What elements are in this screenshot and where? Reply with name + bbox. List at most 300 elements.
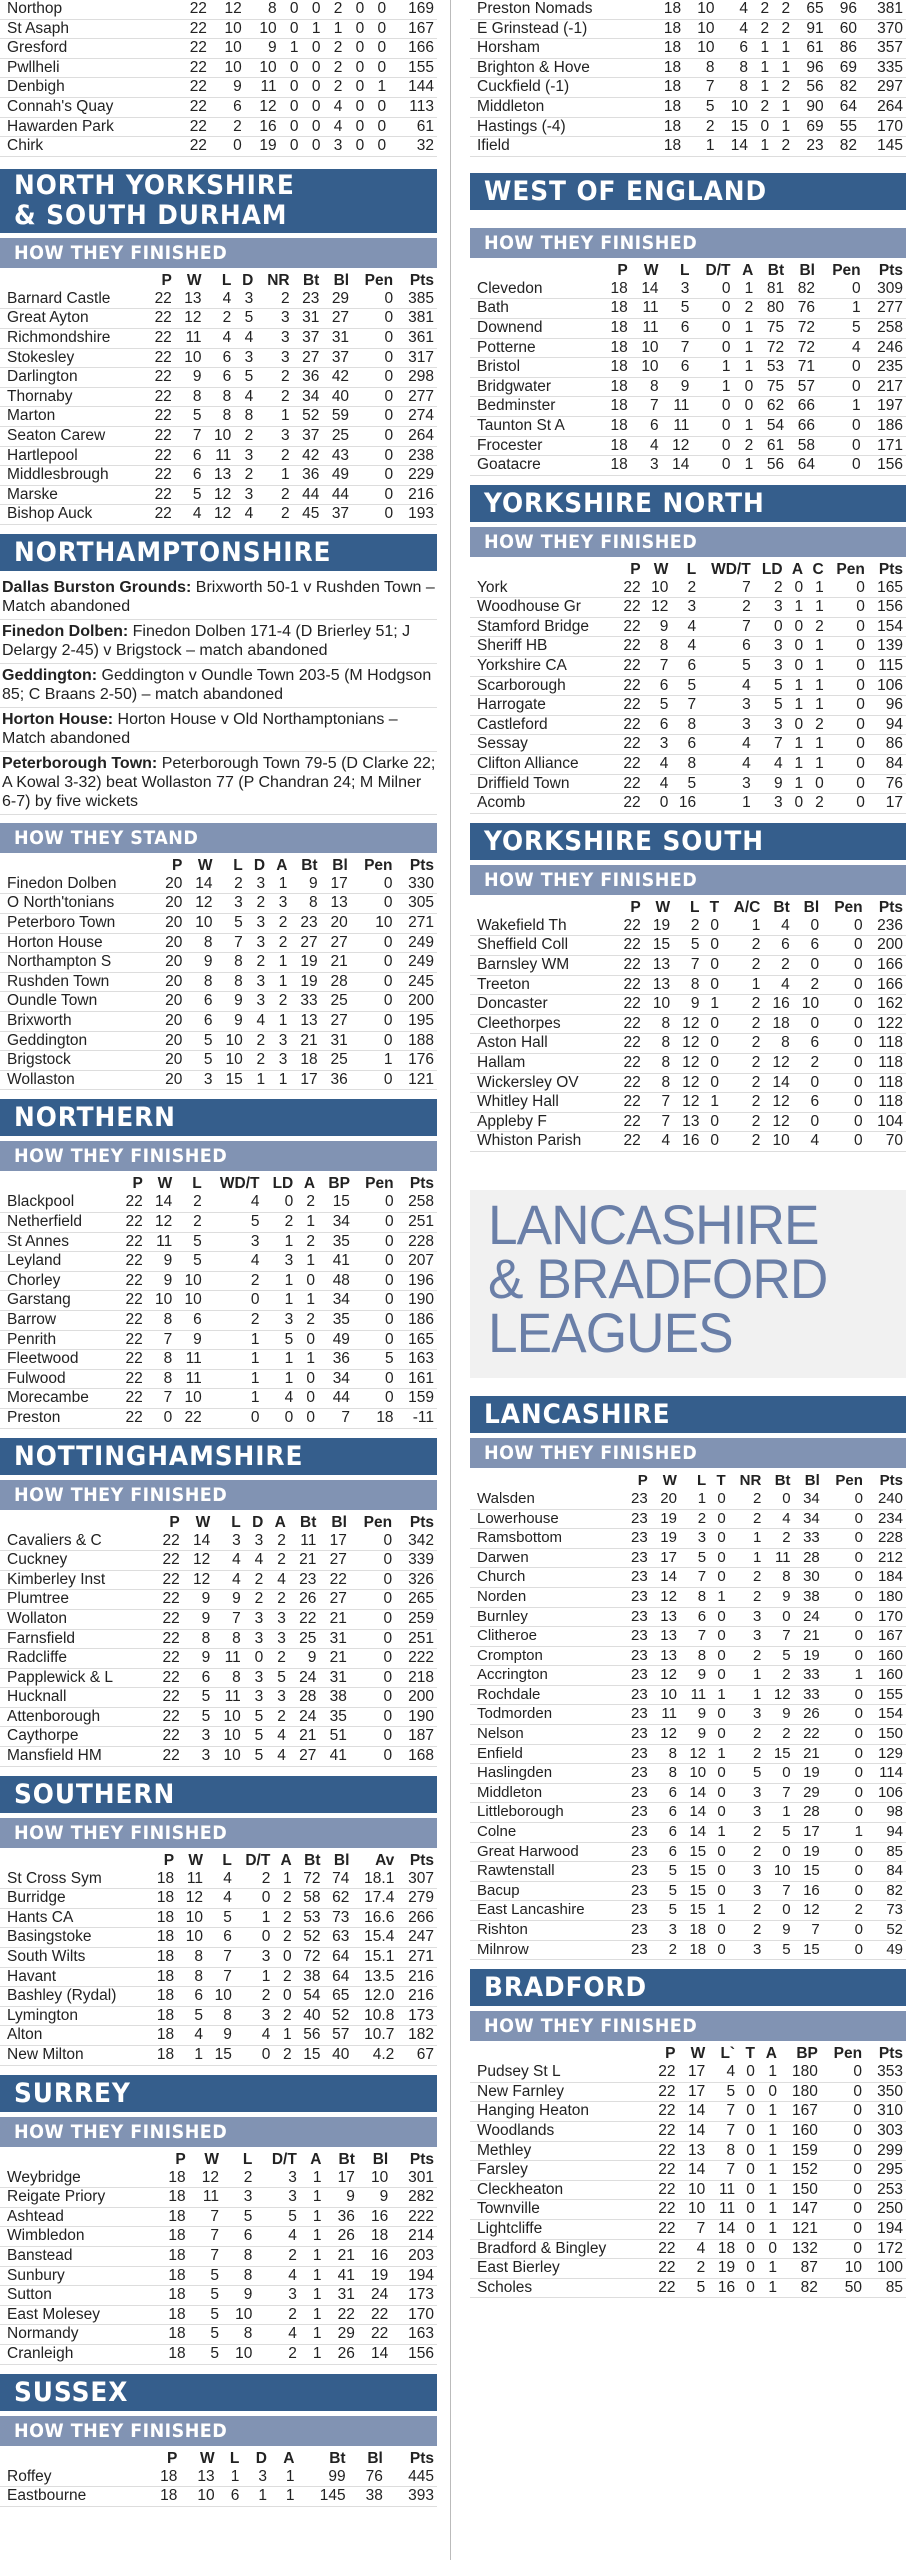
stat-cell: 0 [350, 1590, 395, 1610]
stat-cell: 22 [175, 39, 210, 59]
stat-cell: 5 [206, 1908, 235, 1928]
stat-cell: 0 [823, 1842, 866, 1862]
stat-cell: 0 [345, 97, 367, 117]
team-name: Haslingden [470, 1764, 621, 1784]
stat-cell: 2 [246, 1051, 268, 1071]
team-name: Gresford [0, 39, 175, 59]
stat-cell: 2 [729, 1646, 765, 1666]
stat-cell: 2 [246, 953, 268, 973]
table-row [0, 466, 437, 486]
team-name: Townville [470, 2200, 649, 2220]
stat-cell: 0 [296, 1330, 318, 1350]
stat-cell: 1 [751, 39, 772, 59]
stat-cell: 25 [321, 992, 351, 1012]
stat-cell: 1 [262, 1271, 296, 1291]
stat-cell: 0 [733, 377, 756, 397]
team-name: Morecambe [0, 1389, 116, 1409]
stat-cell: 2 [722, 995, 763, 1015]
stat-cell: 22 [649, 2063, 679, 2082]
stat-cell: 1 [818, 397, 864, 417]
stat-cell: 0 [235, 1928, 273, 1948]
stat-cell: 16 [708, 2278, 738, 2298]
stat-cell: 194 [391, 2266, 437, 2286]
stat-cell: 54 [756, 416, 787, 436]
stat-cell: 170 [860, 117, 906, 137]
column-header: Bl [331, 1513, 347, 1531]
stat-cell: 361 [396, 328, 437, 348]
table-row [470, 338, 906, 358]
stat-cell: 76 [868, 774, 906, 794]
stat-cell: 3 [234, 485, 256, 505]
column-header: Bt [302, 271, 320, 289]
table-row [0, 1070, 437, 1090]
stat-cell: 4 [266, 1727, 289, 1747]
stat-cell: 10 [684, 39, 717, 59]
stat-cell: 5 [353, 1350, 397, 1370]
stat-cell: 245 [396, 972, 438, 992]
stat-cell: 2 [764, 1725, 793, 1745]
column-header: D/T [245, 1851, 271, 1869]
stat-cell: 1 [786, 696, 807, 716]
stat-cell: 18 [143, 2468, 180, 2487]
stat-cell: 18 [680, 1940, 709, 1960]
stat-cell: 190 [395, 1707, 437, 1727]
stat-cell: 27 [290, 933, 320, 953]
stat-cell: 76 [787, 299, 818, 319]
table-row [0, 1747, 437, 1767]
table-row [0, 933, 437, 953]
stat-cell: 18 [148, 2026, 177, 2046]
table-row [0, 387, 437, 407]
stat-cell: 23 [621, 1568, 650, 1588]
stat-cell: 9 [183, 1590, 214, 1610]
stat-cell: 385 [396, 290, 437, 309]
stat-cell: 0 [738, 2121, 758, 2141]
stat-cell: 1 [751, 58, 772, 78]
stat-cell: 0 [821, 2239, 865, 2259]
stat-cell: 4 [718, 19, 751, 39]
stat-cell: 33 [794, 1666, 823, 1686]
stat-cell: 2 [806, 794, 827, 814]
stat-cell: 162 [866, 995, 906, 1015]
stat-cell: 6 [662, 318, 693, 338]
stat-cell: 228 [397, 1232, 437, 1252]
column-header: L [192, 1175, 202, 1193]
stat-cell: 18 [651, 19, 684, 39]
stat-cell: 7 [699, 617, 754, 637]
stat-cell: 14 [678, 2121, 708, 2141]
stat-cell: 2 [729, 1587, 765, 1607]
stat-cell: 24 [794, 1607, 823, 1627]
team-name: Ifield [470, 137, 651, 157]
stat-cell: 163 [397, 1350, 437, 1370]
team-name: Reigate Priory [0, 2188, 155, 2208]
column-header: T [745, 2045, 755, 2063]
stat-cell: 23 [621, 1881, 650, 1901]
stat-cell: 0 [827, 657, 868, 677]
stat-cell: 6 [680, 1607, 709, 1627]
stat-cell: 0 [821, 2161, 865, 2181]
stat-cell: 2 [266, 1551, 289, 1571]
stat-cell: 2 [793, 975, 822, 995]
stat-cell: 0 [345, 58, 367, 78]
stat-cell: 22 [116, 1291, 145, 1311]
stat-cell: 0 [827, 637, 868, 657]
stat-cell: 22 [152, 1570, 183, 1590]
stat-cell: 38 [349, 2487, 386, 2507]
stat-cell: 0 [738, 2239, 758, 2259]
stat-cell: 4 [631, 436, 662, 456]
team-name: Preston Nomads [470, 0, 651, 19]
stat-cell: 4 [213, 1551, 244, 1571]
table-header-row [0, 1513, 437, 1532]
column-header: L [242, 2150, 253, 2168]
stat-cell: 7 [213, 1609, 244, 1629]
stat-cell: 23 [621, 1783, 650, 1803]
table-row [470, 1073, 906, 1093]
stat-cell: 2 [729, 1725, 765, 1745]
stat-cell: 2 [729, 1842, 765, 1862]
table-header-row [470, 2044, 906, 2063]
team-name: Marske [0, 485, 145, 505]
stat-cell: 3 [185, 1070, 215, 1090]
table-row [0, 407, 437, 427]
stat-cell: 0 [367, 39, 389, 59]
table-row [470, 377, 906, 397]
column-header: D/T [705, 261, 731, 279]
team-name: Harrogate [470, 696, 616, 716]
stat-cell: 26 [794, 1705, 823, 1725]
stat-cell: 44 [293, 485, 323, 505]
table-row [470, 917, 906, 936]
table-row [0, 328, 437, 348]
stat-cell: 23 [621, 1509, 650, 1529]
column-header: P [665, 2045, 676, 2063]
stat-cell: 3 [262, 1252, 296, 1272]
league-header-north-yorkshire: NORTH YORKSHIRE & SOUTH DURHAM [0, 169, 437, 233]
stat-cell: 3 [268, 1051, 290, 1071]
stat-cell: 156 [391, 2344, 437, 2364]
table-row [470, 2121, 906, 2141]
stat-cell: 2 [273, 1889, 294, 1909]
table-row [470, 318, 906, 338]
column-header: WD/T [711, 560, 751, 578]
table-row [470, 78, 906, 98]
column-header: W [186, 271, 202, 289]
stat-cell: 0 [709, 1607, 729, 1627]
stat-cell: 11 [662, 416, 693, 436]
stat-cell: 57 [787, 377, 818, 397]
stat-cell: 0 [345, 117, 367, 137]
column-header: Pen [364, 856, 393, 874]
table-row [0, 894, 437, 914]
stat-cell: 18.1 [352, 1870, 397, 1889]
match-summary: Geddington v Oundle Town 203-5 (M Hodgson 85; C Braans 2-50) – match abandoned [2, 666, 432, 703]
stat-cell: 182 [397, 2026, 437, 2046]
stat-cell: 7 [146, 1389, 175, 1409]
stat-cell: 22 [116, 1271, 145, 1291]
team-name: E Grinstead (-1) [470, 19, 651, 39]
team-name: Geddington [0, 1031, 155, 1051]
stat-cell: 0 [280, 117, 302, 137]
table-row [0, 1889, 437, 1909]
stat-cell: 0 [353, 1389, 397, 1409]
stat-cell: 0 [823, 1685, 866, 1705]
stat-cell: 21 [289, 1727, 320, 1747]
stat-cell: 0 [821, 2063, 865, 2082]
stat-cell: 0 [280, 19, 302, 39]
stat-cell: 0 [786, 794, 807, 814]
team-name: Hants CA [0, 1908, 148, 1928]
table-row [470, 58, 906, 78]
stat-cell: 4 [235, 2026, 273, 2046]
stat-cell: 7 [189, 2246, 222, 2266]
stat-cell: 282 [391, 2188, 437, 2208]
stat-cell: 0 [351, 894, 396, 914]
stat-cell: 7 [206, 1967, 235, 1987]
stat-cell: 7 [680, 1568, 709, 1588]
stat-cell: 49 [866, 1940, 906, 1960]
stat-cell: 3 [631, 456, 662, 476]
stat-cell: 0 [351, 972, 396, 992]
stat-cell: 17 [325, 2169, 358, 2188]
stat-cell: 0 [786, 579, 807, 598]
stat-cell: 12 [651, 1587, 680, 1607]
stat-cell: 6 [175, 1310, 204, 1330]
stat-cell: 82 [787, 280, 818, 299]
stat-cell: 8 [185, 933, 215, 953]
stat-cell: 0 [822, 1034, 866, 1054]
stat-cell: 1 [786, 598, 807, 618]
stat-cell: 1 [806, 735, 827, 755]
stat-cell: 12 [175, 309, 205, 329]
stat-cell: 21 [794, 1627, 823, 1647]
column-header: Pen [836, 560, 865, 578]
stat-cell: 15.4 [352, 1928, 397, 1948]
stat-cell: 2 [323, 78, 345, 98]
stat-cell: 1 [772, 39, 793, 59]
stat-cell: 2 [256, 368, 292, 388]
stat-cell: 65 [793, 0, 826, 19]
team-name: Northampton S [0, 953, 155, 973]
column-header: Bt [767, 261, 785, 279]
column-header [470, 261, 600, 280]
stat-cell: 2 [680, 1509, 709, 1529]
stat-cell: 22 [614, 956, 643, 976]
table-row [470, 975, 906, 995]
stat-cell: 169 [389, 0, 437, 19]
stat-cell: 40 [322, 387, 352, 407]
stat-cell: 167 [389, 19, 437, 39]
stat-cell: 56 [295, 2026, 324, 2046]
stat-cell: 5 [699, 657, 754, 677]
stat-cell: 12 [177, 1889, 206, 1909]
stat-cell: 173 [391, 2286, 437, 2306]
stat-cell: 18 [600, 377, 631, 397]
stat-cell: 1 [268, 1070, 290, 1090]
stat-cell: 28 [794, 1803, 823, 1823]
stat-cell: 1 [205, 1389, 263, 1409]
stat-cell: 20 [321, 914, 351, 934]
stat-cell: 4 [763, 917, 792, 936]
stat-cell: 1 [262, 1369, 296, 1389]
stat-cell: 27 [293, 348, 323, 368]
stat-cell: 216 [396, 485, 437, 505]
team-name: East Lancashire [470, 1901, 621, 1921]
stat-cell: 7 [708, 2102, 738, 2122]
team-name: Basingstoke [0, 1928, 148, 1948]
stat-cell: 4 [206, 1889, 235, 1909]
stat-cell: 251 [395, 1629, 437, 1649]
stat-cell: 54 [295, 1987, 324, 2007]
team-name: Sunbury [0, 2266, 155, 2286]
stat-cell: 2 [273, 1928, 294, 1948]
stat-cell: 12 [146, 1213, 175, 1233]
table-row [0, 1668, 437, 1688]
stat-cell: 166 [389, 39, 437, 59]
stat-cell: 5 [175, 485, 205, 505]
team-name: Horton House [0, 933, 155, 953]
stat-cell: 2 [754, 579, 786, 598]
stat-cell: 0 [351, 1070, 396, 1090]
team-name: Chirk [0, 137, 175, 157]
stat-cell: 22 [145, 309, 175, 329]
stat-cell: 2 [175, 1213, 204, 1233]
stat-cell: 22 [116, 1369, 145, 1389]
stat-cell: 0 [353, 1193, 397, 1212]
stat-cell: 22 [116, 1350, 145, 1370]
stat-cell: 16 [245, 117, 280, 137]
stat-cell: 23 [621, 1862, 650, 1882]
stat-cell: 10 [222, 2344, 255, 2364]
stat-cell: 8 [146, 1310, 175, 1330]
stat-cell: 4 [699, 755, 754, 775]
table-row [470, 416, 906, 436]
column-header [470, 2044, 649, 2063]
stat-cell: 18 [155, 2325, 188, 2345]
stat-cell: 22 [152, 1668, 183, 1688]
stat-cell: 13 [180, 2468, 217, 2487]
stat-cell: 2 [678, 2259, 708, 2279]
stat-cell: 2 [671, 579, 699, 598]
match-venue: Finedon Dolben: [2, 622, 129, 640]
stat-cell: 2 [722, 1014, 763, 1034]
stat-cell: 12 [245, 97, 280, 117]
stat-cell: 8 [764, 1568, 793, 1588]
stat-cell: 1 [729, 1529, 765, 1549]
team-name: Havant [0, 1967, 148, 1987]
stat-cell: 171 [864, 436, 906, 456]
stat-cell: 0 [352, 485, 396, 505]
stat-cell: 1 [268, 953, 290, 973]
table-row [470, 2141, 906, 2161]
stat-cell: 31 [325, 2286, 358, 2306]
stat-cell: 7 [644, 1093, 673, 1113]
stat-cell: 0 [350, 1727, 395, 1747]
stat-cell: 61 [389, 117, 437, 137]
team-name: Middlesbrough [0, 466, 145, 486]
team-name: Peterboro Town [0, 914, 155, 934]
stat-cell: 180 [780, 2082, 821, 2102]
stat-cell: 4.2 [352, 2046, 397, 2066]
stat-cell: 160 [866, 1646, 906, 1666]
team-name: Lymington [0, 2006, 148, 2026]
stat-cell: 82 [866, 1881, 906, 1901]
column-header: WD/T [219, 1175, 260, 1193]
stat-cell: 10 [175, 348, 205, 368]
stat-cell: 38 [794, 1587, 823, 1607]
stat-cell: 22 [616, 794, 644, 814]
stat-cell: 23 [621, 1764, 650, 1784]
stat-cell: 1 [772, 58, 793, 78]
stat-cell: 14 [185, 875, 215, 894]
stat-cell: 3 [268, 1031, 290, 1051]
stat-cell: 200 [866, 936, 906, 956]
stat-cell: 5 [764, 1823, 793, 1843]
stat-cell: 86 [868, 735, 906, 755]
stat-cell: 0 [709, 1842, 729, 1862]
stat-cell: 22 [649, 2200, 679, 2220]
stat-cell: 167 [866, 1627, 906, 1647]
stat-cell: 18 [155, 2344, 188, 2364]
stat-cell: 10.8 [352, 2006, 397, 2026]
stat-cell: 0 [827, 676, 868, 696]
team-name: Bishop Auck [0, 505, 145, 525]
stat-cell: 10 [718, 97, 751, 117]
stat-cell: 350 [865, 2082, 906, 2102]
stat-cell: 37 [293, 328, 323, 348]
stat-cell: 0 [205, 1291, 263, 1311]
stat-cell: 10 [351, 914, 396, 934]
table-row [0, 2286, 437, 2306]
stat-cell: 26 [325, 2227, 358, 2247]
stat-cell: 0 [703, 1132, 723, 1152]
stat-cell: 106 [866, 1783, 906, 1803]
column-header: W [199, 2449, 215, 2467]
stat-cell: 274 [396, 407, 437, 427]
stat-cell: 1 [786, 735, 807, 755]
stat-cell: 7 [764, 1783, 793, 1803]
stat-cell: 0 [821, 2180, 865, 2200]
stat-cell: 2 [722, 1112, 763, 1132]
team-name: Barnard Castle [0, 290, 145, 309]
stat-cell: 6 [177, 1987, 206, 2007]
stat-cell: 1 [300, 2169, 325, 2188]
stat-cell: 22 [319, 1570, 350, 1590]
column-header: Bl [333, 1851, 350, 1869]
stat-cell: 11 [245, 78, 280, 98]
stat-cell: 2 [268, 914, 290, 934]
stat-cell: 9 [206, 2026, 235, 2046]
stat-cell: 0 [302, 97, 324, 117]
stat-cell: 15 [680, 1901, 709, 1921]
stat-cell: 0 [786, 637, 807, 657]
team-name: Great Ayton [0, 309, 145, 329]
team-name: Rushden Town [0, 972, 155, 992]
stat-cell: 1 [709, 1587, 729, 1607]
stat-cell: 1 [323, 19, 345, 39]
column-header: A [303, 1175, 316, 1193]
stat-cell: 7 [764, 1881, 793, 1901]
stat-cell: 96 [868, 696, 906, 716]
stat-cell: 2 [733, 436, 756, 456]
stat-cell: 7 [699, 579, 754, 598]
stat-cell: 9 [213, 1590, 244, 1610]
stat-cell: 155 [866, 1685, 906, 1705]
stat-cell: 3 [205, 1232, 263, 1252]
stat-cell: 3 [754, 794, 786, 814]
stat-cell: 10 [821, 2259, 865, 2279]
